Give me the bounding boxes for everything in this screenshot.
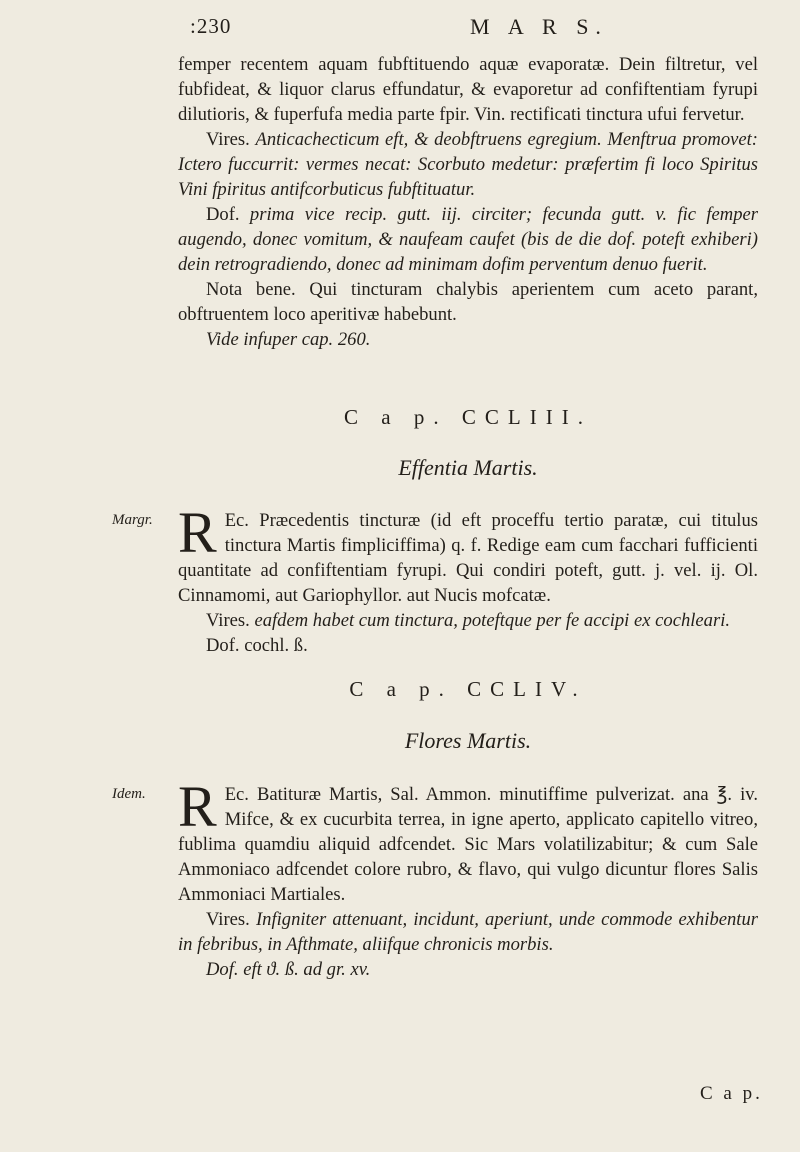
cross-reference	[178, 327, 758, 352]
catchword: C a p.	[700, 1083, 763, 1104]
page-header	[190, 14, 660, 44]
dosage-paragraph: Dof. cochl. ß.	[206, 635, 308, 656]
recipe-paragraph	[178, 500, 758, 608]
vires-label: Vires.	[206, 129, 250, 150]
dosage-paragraph	[178, 957, 758, 982]
chapter-title-253: Effentia Martis.	[398, 455, 538, 480]
recipe-paragraph	[178, 774, 758, 907]
paragraph: femper recentem aquam fubftituendo aquæ evaporatæ. Dein filtretur, vel fubfideat, & liquor clarus effundatur, & evaporetur ad confiftentiam fyrupi dilutioris, & fuperfufa media parte fpir. Vin. rectificati tinctura ufui fervetur.	[178, 54, 758, 125]
chapter-heading-253: C a p. CCLIII.	[344, 405, 592, 429]
recipe-text: Ec. Batituræ Martis, Sal. Ammon. minutiffime pulverizat. ana ℥. iv. Mifce, & ex cucurbita terrea, in igne aperto, applicato capitello vitreo, fublima quamdiu aliquid adfcendet. Sic Mars volatilizabitur; & cum Sale Ammoniaco adfcendet colore rubro, & flavo, qui vulgo dicuntur flores Salis Ammoniaci Martiales.	[178, 784, 758, 905]
chapter-254-body	[178, 774, 758, 982]
vires-paragraph	[178, 127, 758, 202]
vires-label: Vires.	[206, 610, 250, 631]
margin-note-253: Margr.	[112, 512, 153, 528]
vires-text: eafdem habet cum tinctura, poteftque per fe accipi ex cochleari.	[254, 610, 731, 631]
drop-cap: R	[178, 774, 217, 839]
dosage-text: Dof. eft ϑ. ß. ad gr. xv.	[206, 959, 371, 980]
dosage-paragraph	[178, 202, 758, 277]
cross-reference-text: Vide infuper cap. 260.	[206, 329, 371, 350]
chapter-heading-254: C a p. CCLIV.	[349, 677, 587, 701]
page-number: :230	[190, 14, 232, 38]
vires-text: Infigniter attenuant, incidunt, aperiunt, unde commode exhibentur in febribus, in Afthmate, aliifque chronicis morbis.	[178, 909, 758, 955]
vires-paragraph	[178, 907, 758, 957]
vires-text: Anticachecticum eft, & deobftruens egregium. Menftrua promovet: Ictero fuccurrit: vermes necat: Scorbuto medetur: præfertim fi loco Spiritus Vini fpiritus antifcorbuticus fubftituatur.	[178, 129, 758, 200]
dosage-text: prima vice recip. gutt. iij. circiter; fecunda gutt. v. fic femper augendo, donec vomitum, & naufeam caufet (bis de die dof. poteft exhiberi) dein retrogradiendo, donec ad minimam dofim perventum denuo fuerit.	[178, 204, 758, 275]
vires-paragraph	[178, 608, 758, 633]
nota-bene-paragraph: Nota bene. Qui tincturam chalybis aperientem cum aceto parant, obftruentem loco aperitivæ habebunt.	[178, 279, 758, 325]
dosage-label: Dof.	[206, 204, 240, 225]
chapter-253-body	[178, 500, 758, 658]
margin-note-254: Idem.	[112, 786, 146, 802]
chapter-title-254: Flores Martis.	[404, 728, 532, 753]
continued-text-block	[178, 52, 758, 352]
drop-cap: R	[178, 500, 217, 565]
vires-label: Vires.	[206, 909, 250, 930]
running-head: M A R S.	[470, 14, 608, 39]
recipe-text: Ec. Præcedentis tincturæ (id eft proceffu tertio paratæ, cui titulus tinctura Martis fimpliciffima) q. f. Redige eam cum facchari fufficienti quantitate ad confiftentiam fyrupi. Qui condiri poteft, gutt. j. vel. ij. Ol. Cinnamomi, aut Gariophyllor. aut Nucis mofcatæ.	[178, 510, 758, 606]
